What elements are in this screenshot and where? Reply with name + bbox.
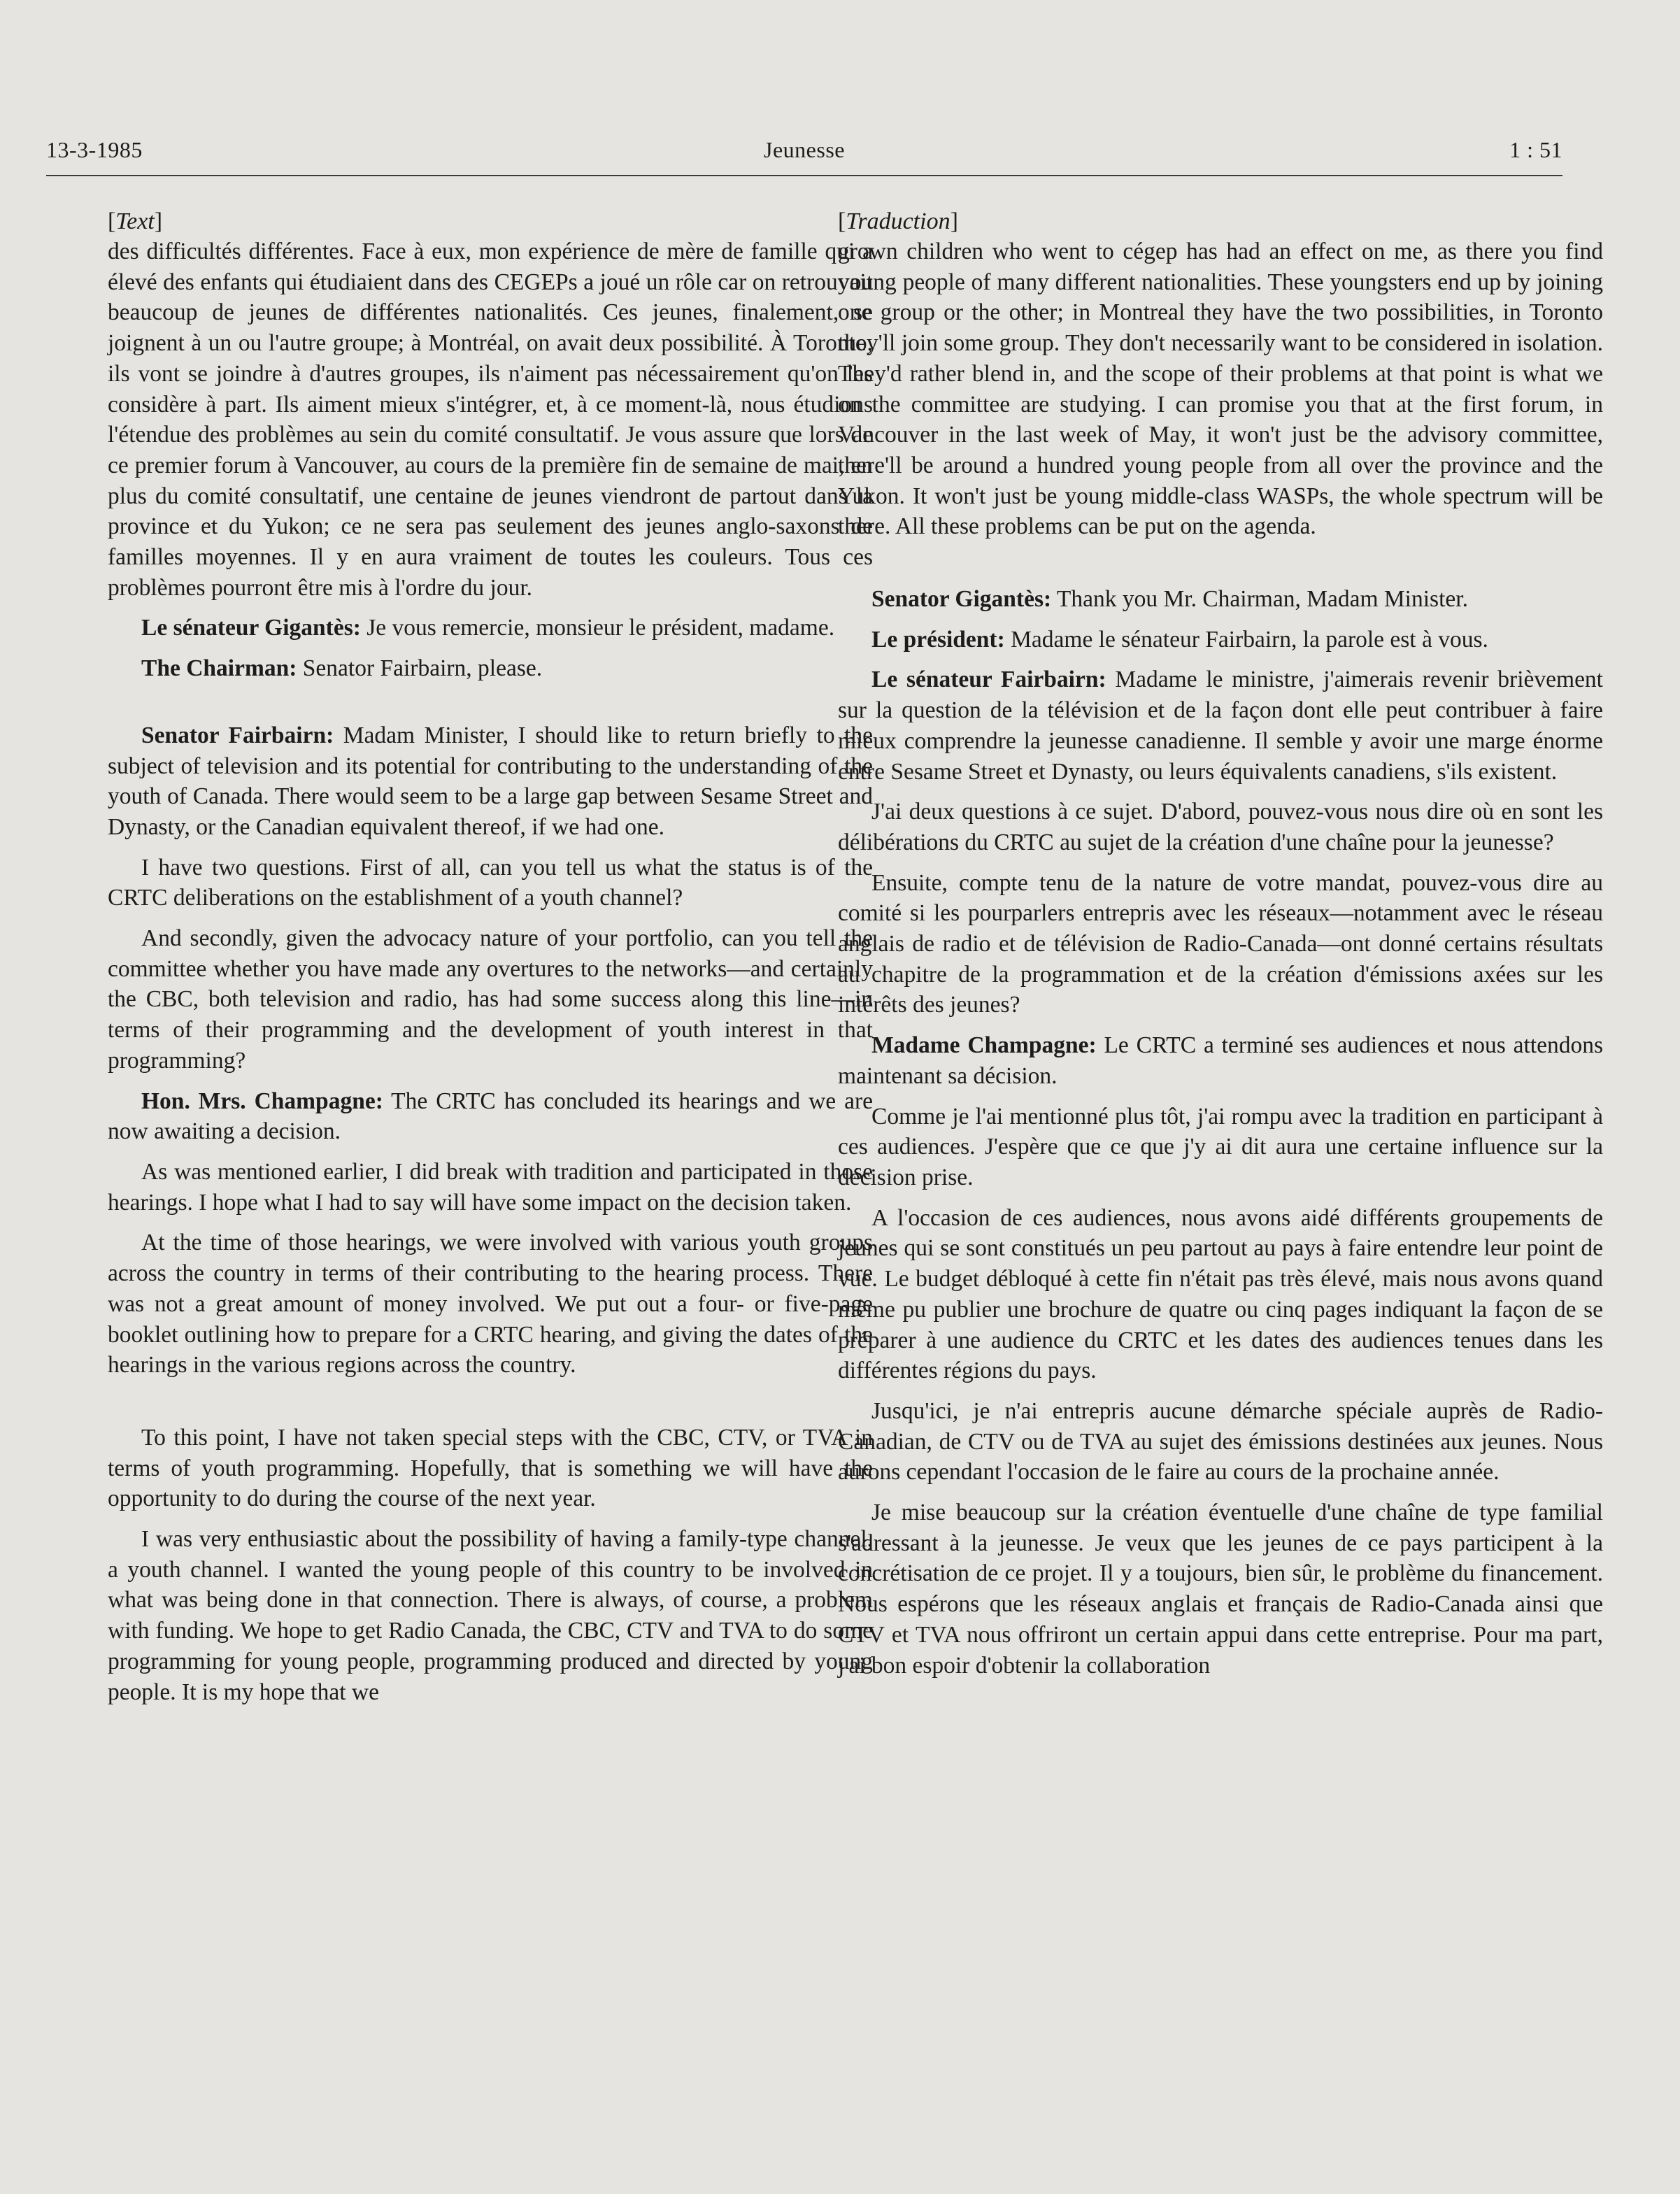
right-paragraph: Comme je l'ai mentionné plus tôt, j'ai rompu avec la tradition en participant à ces audiences. J'espère que ce que j'y ai dit aura une certaine influence sur la décision prise. bbox=[838, 1103, 1603, 1190]
right-column-label: [Traduction] bbox=[838, 208, 958, 234]
speaker-name: Le président: bbox=[871, 626, 1005, 653]
left-paragraph: Senator Fairbairn: Madam Minister, I should like to return briefly to the subject of television and its potential for contributing to the understanding of the youth of Canada. There would seem to be a large gap between Sesame Street and Dynasty, or the Canadian equivalent thereof, if we had one. bbox=[108, 722, 873, 840]
header-title: Jeunesse bbox=[764, 137, 845, 162]
left-paragraph: At the time of those hearings, we were involved with various youth groups across the country in terms of their contributing to the hearing process. There was not a great amount of money involved. We put out a four- or five-page booklet outlining how to prepare for a CRTC hearing, and giving the dates of the hearings in the various regions across the country. bbox=[108, 1230, 873, 1379]
left-paragraph: As was mentioned earlier, I did break with tradition and participated in those hearings. I hope what I had to say will have some impact on the decision taken. bbox=[108, 1158, 873, 1216]
speaker-name: Senator Fairbairn: bbox=[141, 722, 334, 748]
left-paragraph: To this point, I have not taken special steps with the CBC, CTV, or TVA in terms of youth programming. Hopefully, that is something we will have the opportunity to do during the course of the next year. bbox=[108, 1424, 873, 1512]
right-paragraph: Senator Gigantès: Thank you Mr. Chairman, Madam Minister. bbox=[871, 586, 1468, 613]
header-date: 13-3-1985 bbox=[46, 137, 143, 162]
left-paragraph: I was very enthusiastic about the possibility of having a family-type channel, a youth channel. I wanted the young people of this country to be involved in what was being done in that connection. There is always, of course, a problem with funding. We hope to get Radio Canada, the CBC, CTV and TVA to do some programming for young people, programming produced and directed by young people. It is my hope that we bbox=[108, 1526, 873, 1705]
speaker-name: Le sénateur Gigantès: bbox=[141, 615, 361, 641]
header-page-number: 1 : 51 bbox=[1509, 137, 1562, 162]
speaker-name: Hon. Mrs. Champagne: bbox=[141, 1088, 383, 1114]
right-paragraph: grown children who went to cégep has had an effect on me, as there you find young people of many different nationalities. These youngsters end up by joining one group or the other; in Montreal they have the two possibilities, in Toronto they'll join some group. They don't necessarily want to be considered in isolation. They'd rather blend in, and the scope of their problems at that point is what we on the committee are studying. I can promise you that at the first forum, in Vancouver in the last week of May, it won't just be the advisory committee, there'll be around a hundred young people from all over the province and the Yukon. It won't just be young middle-class WASPs, the whole spectrum will be there. All these problems can be put on the agenda. bbox=[838, 238, 1603, 540]
left-paragraph: And secondly, given the advocacy nature of your portfolio, can you tell the committee whether you have made any overtures to the networks—and certainly the CBC, both television and radio, has had some success along this line—in terms of their programming and the development of youth interest in that programming? bbox=[108, 925, 873, 1074]
speaker-name: Le sénateur Fairbairn: bbox=[871, 667, 1106, 693]
left-paragraph: Hon. Mrs. Champagne: The CRTC has concluded its hearings and we are now awaiting a decision. bbox=[108, 1088, 874, 1145]
left-paragraph: Le sénateur Gigantès: Je vous remercie, monsieur le président, madame. bbox=[141, 615, 835, 641]
right-paragraph: Le président: Madame le sénateur Fairbairn, la parole est à vous. bbox=[871, 626, 1488, 653]
right-paragraph: Je mise beaucoup sur la création éventuelle d'une chaîne de type familial s'adressant à la jeunesse. Je veux que les jeunes de ce pays participent à la concrétisation de ce projet. Il y a toujours, bien sûr, le problème du financement. Nous espérons que les réseaux anglais et français de Radio-Canada ainsi que CTV et TVA nous offriront un certain appui dans cette entreprise. Pour ma part, j'ai bon espoir d'obtenir la collaboration bbox=[838, 1500, 1603, 1679]
right-paragraph: J'ai deux questions à ce sujet. D'abord, pouvez-vous nous dire où en sont les délibérations du CRTC au sujet de la création d'une chaîne pour la jeunesse? bbox=[838, 799, 1603, 855]
speaker-name: The Chairman: bbox=[141, 655, 297, 682]
speaker-name: Madame Champagne: bbox=[871, 1032, 1097, 1059]
right-paragraph: A l'occasion de ces audiences, nous avons aidé différents groupements de jeunes qui se sont constitués un peu partout au pays à faire entendre leur point de vue. Le budget débloqué à cette fin n'était pas très élevé, mais nous avons quand même pu publier une brochure de quatre ou cinq pages indiquant la façon de se préparer à une audience du CRTC et les dates des audiences tenues dans les différentes régions du pays. bbox=[838, 1204, 1603, 1384]
right-column bbox=[838, 208, 1603, 1690]
right-paragraph: Jusqu'ici, je n'ai entrepris aucune démarche spéciale auprès de Radio-Canadian, de CTV ou de TVA au sujet des émissions destinées aux jeunes. Nous aurons cependant l'occasion de le faire au cours de la prochaine année. bbox=[838, 1397, 1603, 1486]
left-paragraph: I have two questions. First of all, can you tell us what the status is of the CRTC deliberations on the establishment of a youth channel? bbox=[108, 854, 873, 911]
left-paragraph: The Chairman: Senator Fairbairn, please. bbox=[141, 655, 543, 682]
right-paragraph: Madame Champagne: Le CRTC a terminé ses audiences et nous attendons maintenant sa décision. bbox=[838, 1032, 1603, 1089]
left-column-label: [Text] bbox=[108, 208, 163, 234]
speaker-name: Senator Gigantès: bbox=[871, 586, 1052, 613]
right-paragraph: Le sénateur Fairbairn: Madame le ministre, j'aimerais revenir brièvement sur la question de la télévision et de la façon dont elle peut contribuer à faire mieux comprendre la jeunesse canadienne. Il semble y avoir une marge énorme entre Sesame Street et Dynasty, ou leurs équivalents canadiens, s'ils existent. bbox=[838, 667, 1603, 785]
right-paragraph: Ensuite, compte tenu de la nature de votre mandat, pouvez-vous dire au comité si les pourparlers entrepris avec les réseaux—notamment avec le réseau anglais de radio et de télévision de Radio-Canada—ont donné certains résultats au chapitre de la programmation et de la création d'émissions axées sur les intérêts des jeunes? bbox=[838, 869, 1603, 1018]
page-header bbox=[46, 137, 1562, 176]
left-column bbox=[108, 208, 873, 1717]
left-paragraph: des difficultés différentes. Face à eux, mon expérience de mère de famille qui a élevé des enfants qui étudiaient dans des CEGEPs a joué un rôle car on retrouvait beaucoup de jeunes de différentes nationalités. Ces jeunes, finalement, se joignent à un ou l'autre groupe; à Montréal, on avait deux possibilité. À Toronto, ils vont se joindre à d'autres groupes, ils n'aiment pas nécessairement qu'on les considère à part. Ils aiment mieux s'intégrer, et, à ce moment-là, nous étudions l'étendue des problèmes au sein du comité consultatif. Je vous assure que lors de ce premier forum à Vancouver, au cours de la première fin de semaine de mai, en plus du comité consultatif, une centaine de jeunes viendront de partout dans la province et du Yukon; ce ne sera pas seulement des jeunes anglo-saxons de familles moyennes. Il y en aura vraiment de toutes les couleurs. Tous ces problèmes pourront être mis à l'ordre du jour. bbox=[108, 238, 873, 601]
